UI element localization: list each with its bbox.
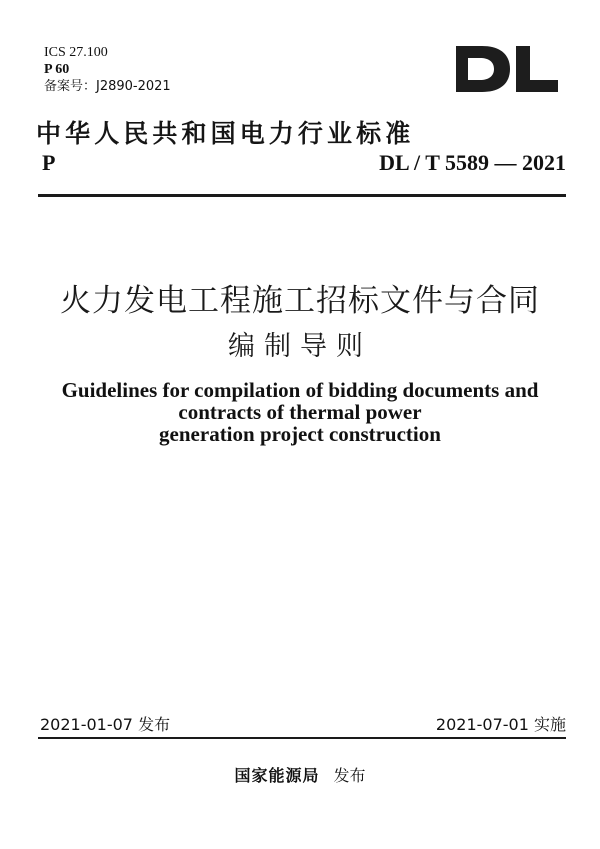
issue-date: 2021-01-07 发布 (40, 715, 171, 734)
publisher-line (0, 763, 600, 786)
classification-block (44, 44, 171, 95)
chinese-title-line-1: 火力发电工程施工招标文件与合同 (60, 283, 540, 319)
filing-number: 备案号：J2890-2021 (44, 79, 171, 94)
footer-divider (38, 737, 566, 739)
implementation-date: 2021-07-01 实施 (435, 715, 566, 734)
ccs-code: P 60 (44, 62, 70, 77)
english-title (0, 379, 600, 445)
publisher-name: 国家能源局 (234, 766, 320, 785)
standard-number: DL / T 5589 — 2021 (379, 150, 566, 175)
ics-code: ICS 27.100 (44, 45, 108, 60)
english-title-line-2: contracts of thermal power (178, 400, 422, 424)
standard-category-title: 中华人民共和国电力行业标准 (36, 119, 415, 148)
chinese-title-line-2: 编制导则 (228, 331, 372, 362)
english-title-line-3: generation project construction (159, 422, 441, 446)
publisher-action: 发布 (333, 766, 366, 785)
header-divider (38, 194, 566, 197)
dl-logo (456, 46, 558, 92)
english-title-line-1: Guidelines for compilation of bidding documents and (61, 378, 539, 402)
category-letter: P (42, 150, 56, 175)
